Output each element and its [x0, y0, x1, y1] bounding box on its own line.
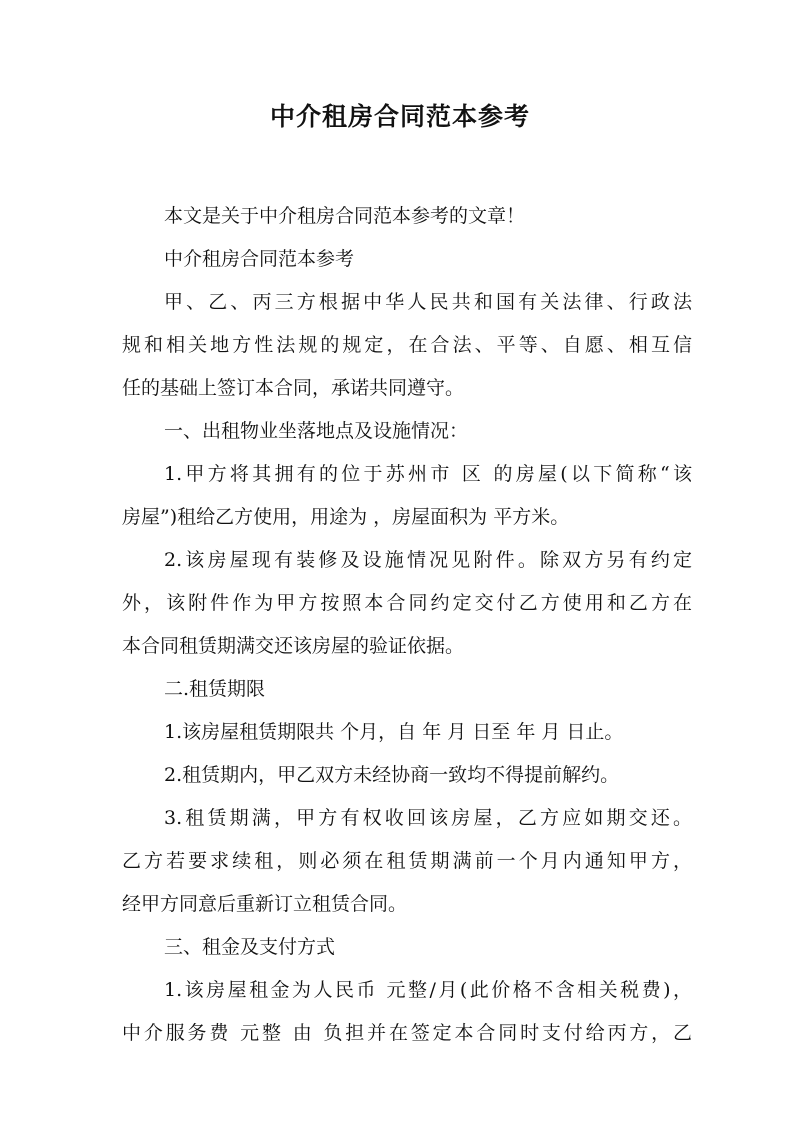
- paragraph-line: 本合同租赁期满交还该房屋的验证依据。: [122, 635, 465, 657]
- section-heading-3: 三、租金及支付方式: [164, 936, 336, 958]
- clause-1-2: [122, 539, 692, 668]
- paragraph-line: 规和相关地方性法规的规定，在合法、平等、自愿、相互信: [122, 334, 692, 356]
- paragraph-line: 任的基础上签订本合同，承诺共同遵守。: [122, 377, 465, 399]
- clause-3-1: [122, 969, 692, 1055]
- paragraph-line: 乙方若要求续租，则必须在租赁期满前一个月内通知甲方，: [122, 850, 692, 872]
- clause-2-2: 2.租赁期内，甲乙双方未经协商一致均不得提前解约。: [164, 764, 620, 786]
- document-body: [122, 195, 692, 1055]
- preamble-paragraph: [122, 281, 692, 410]
- paragraph-line: 经甲方同意后重新订立租赁合同。: [122, 893, 408, 915]
- document-title: 中介租房合同范本参考: [269, 102, 530, 131]
- paragraph-line: 3.租赁期满，甲方有权收回该房屋，乙方应如期交还。: [164, 807, 692, 829]
- paragraph-line: 房屋”)租给乙方使用，用途为 ，房屋面积为 平方米。: [122, 506, 570, 528]
- paragraph-line: 2.该房屋现有装修及设施情况见附件。除双方另有约定: [164, 549, 692, 571]
- clause-1-1: [122, 453, 692, 539]
- clause-2-1: 1.该房屋租赁期限共 个月，自 年 月 日至 年 月 日止。: [164, 721, 624, 743]
- section-heading-2: 二.租赁期限: [164, 678, 266, 700]
- paragraph-line: 甲、乙、丙三方根据中华人民共和国有关法律、行政法: [164, 291, 692, 313]
- subtitle-paragraph: 中介租房合同范本参考: [164, 248, 355, 270]
- paragraph-line: 1.该房屋租金为人民币 元整/月(此价格不含相关税费)，: [164, 979, 692, 1001]
- section-heading-1: 一、出租物业坐落地点及设施情况：: [164, 420, 469, 442]
- paragraph-line: 中介服务费 元整 由 负担并在签定本合同时支付给丙方，乙: [122, 1022, 692, 1044]
- paragraph-line: 外，该附件作为甲方按照本合同约定交付乙方使用和乙方在: [122, 592, 692, 614]
- paragraph-line: 1.甲方将其拥有的位于苏州市 区 的房屋(以下简称“该: [164, 463, 692, 485]
- intro-paragraph: 本文是关于中介租房合同范本参考的文章！: [164, 205, 526, 227]
- clause-2-3: [122, 797, 692, 926]
